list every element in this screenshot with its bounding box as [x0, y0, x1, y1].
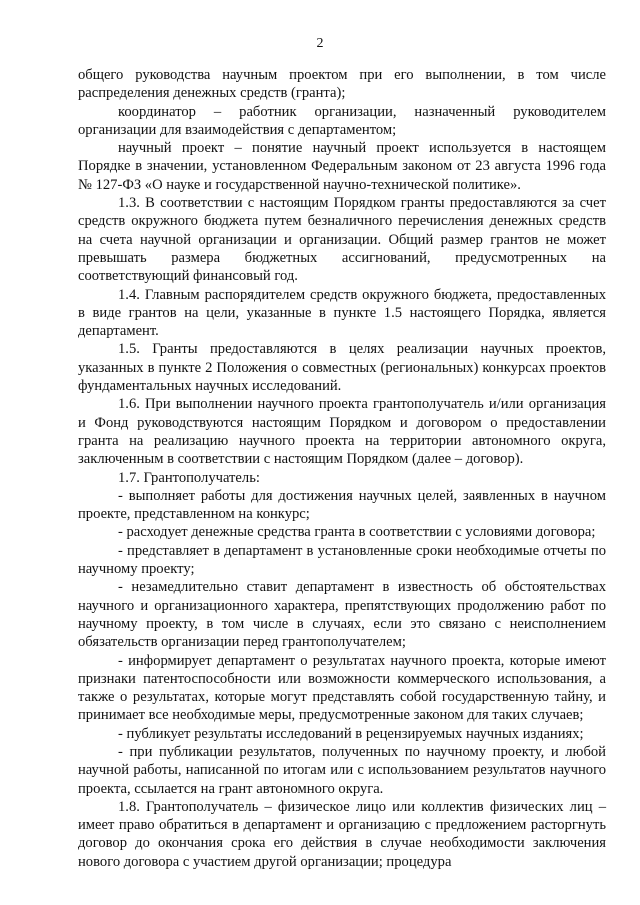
list-item: - представляет в департамент в установленные сроки необходимые отчеты по научному проекту; [78, 542, 606, 578]
paragraph-1-4: 1.4. Главным распорядителем средств окружного бюджета, предоставленных в виде грантов на цели, указанные в пункте 1.5 настоящего Порядка, является департамент. [78, 286, 606, 340]
list-item: - информирует департамент о результатах научного проекта, которые имеют признаки патентоспособности или возможности коммерческого использования, а также о результатах, которые могут представлять собой государственную тайну, и принимает все необходимые меры, предусмотренные законом для таких случаев; [78, 652, 606, 724]
list-item: - публикует результаты исследований в рецензируемых научных изданиях; [118, 725, 584, 742]
list-item: - незамедлительно ставит департамент в известность об обстоятельствах научного и организационного характера, препятствующих продолжению работ по научному проекту, в том числе в случаях, если это связано с неисполнением обязательств организации перед грантополучателем; [78, 579, 606, 651]
list-item: - выполняет работы для достижения научных целей, заявленных в научном проекте, представленном на конкурс; [78, 487, 606, 523]
paragraph-project-definition: научный проект – понятие научный проект используется в настоящем Порядке в значении, установленном Федеральным законом от 23 августа 1996 года № 127-ФЗ «О науке и государственной научно-технической политике». [78, 140, 606, 193]
paragraph-continuation: общего руководства научным проектом при его выполнении, в том числе распределения денежных средств (гранта); [78, 67, 606, 102]
list-item: - при публикации результатов, полученных по научному проекту, и любой научной работы, написанной по итогам или с использованием результатов научного проекта, ссылается на грант автономного округа. [78, 743, 606, 797]
paragraph-1-7-heading: 1.7. Грантополучатель: [118, 469, 260, 486]
paragraph-1-8: 1.8. Грантополучатель – физическое лицо или коллектив физических лиц – имеет право обратиться в департамент и организацию с предложением расторгнуть договор до окончания срока его действия в случае необходимости заключения нового договора с участием другой организации; процедура [78, 798, 606, 870]
page-number: 2 [316, 36, 324, 51]
paragraph-coordinator-definition: координатор – работник организации, назначенный руководителем организации для взаимодействия с департаментом; [78, 103, 606, 138]
document-body [78, 66, 606, 871]
list-item: - расходует денежные средства гранта в соответствии с условиями договора; [118, 524, 596, 541]
paragraph-1-6: 1.6. При выполнении научного проекта грантополучатель и/или организация и Фонд руководствуются настоящим Порядком и договором о предоставлении гранта на реализацию научного проекта на территории автономного округа, заключенным в соответствии с настоящим Порядком (далее – договор). [78, 396, 606, 468]
paragraph-1-3: 1.3. В соответствии с настоящим Порядком гранты предоставляются за счет средств окружного бюджета путем безналичного перечисления денежных средств на счета научной организации и организации. Общий размер грантов не может превышать размера бюджетных ассигнований, предусмотренных на соответствующий финансовый год. [78, 195, 606, 285]
paragraph-1-5: 1.5. Гранты предоставляются в целях реализации научных проектов, указанных в пункте 2 Положения о совместных (региональных) конкурсах проектов фундаментальных научных исследований. [78, 341, 606, 395]
